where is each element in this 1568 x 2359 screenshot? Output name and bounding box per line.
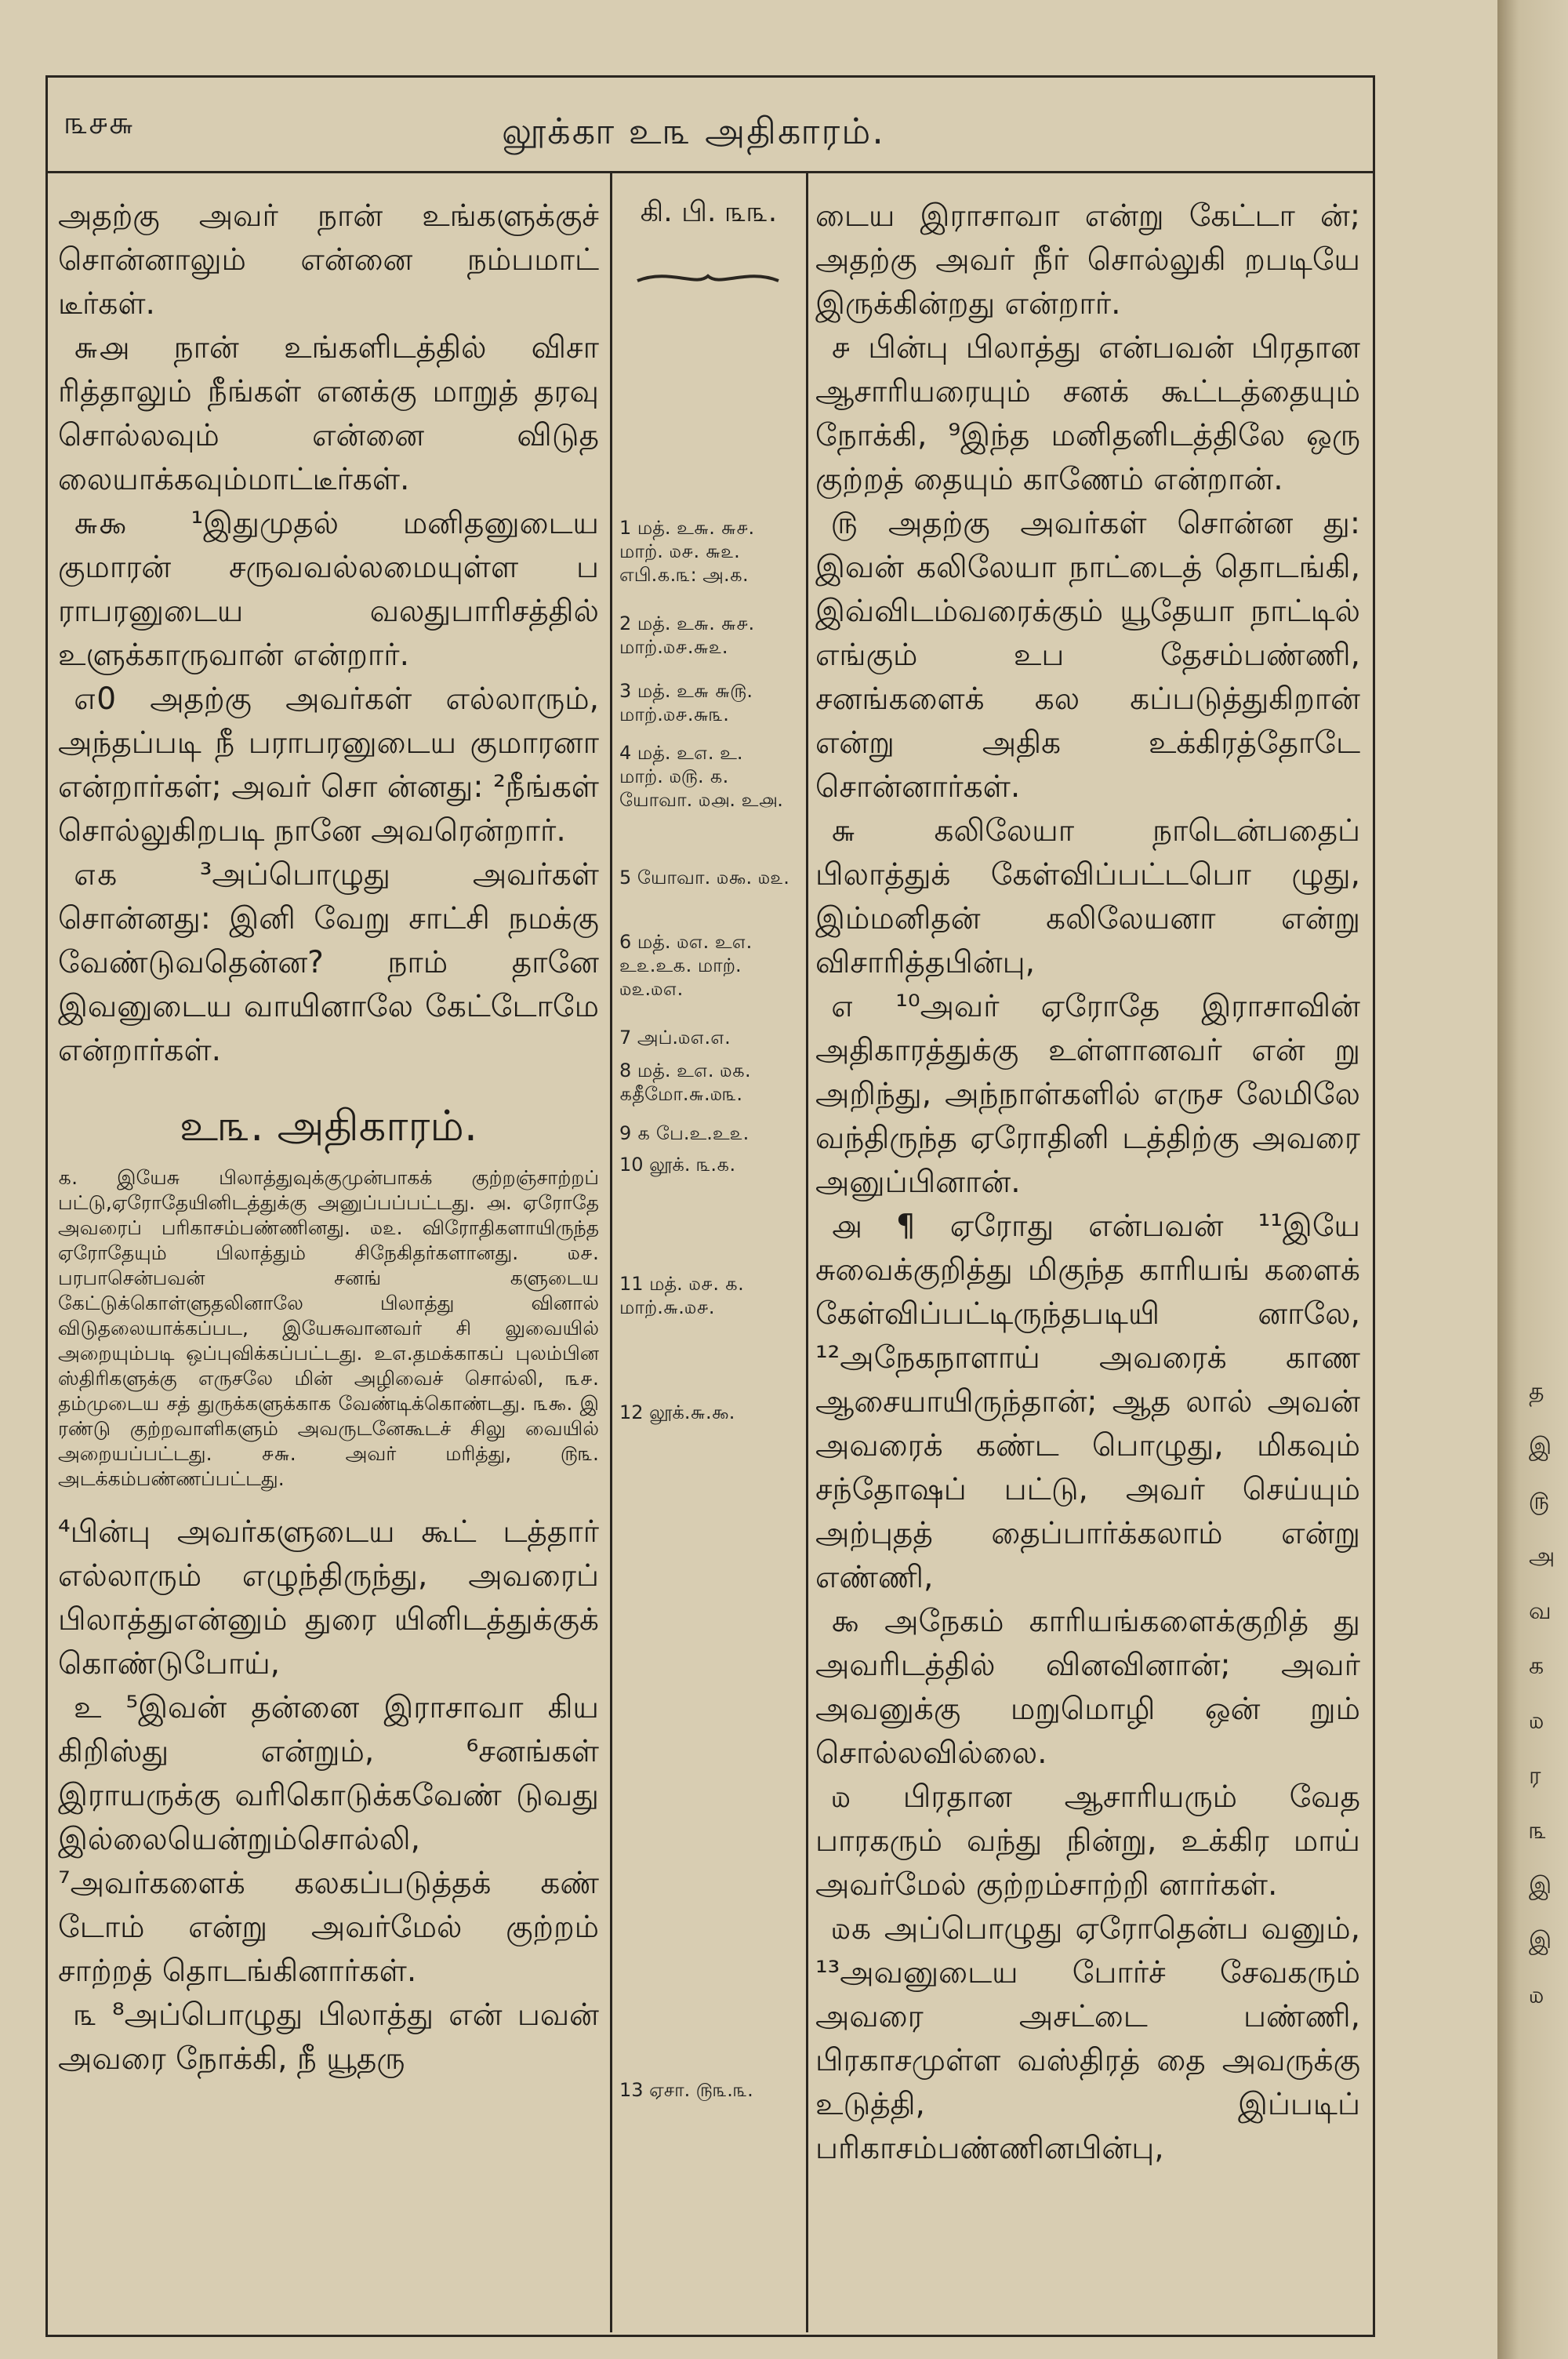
verse: ௰௧ அப்பொழுது ஏரோதென்ப வனும், ¹³அவனுடைய போர்ச் சேவகரும் அவரை அசட்டை பண்ணி, பிரகாசமுள்ள வஸ்திரத் தை அவருக்கு உடுத்தி, இப்படிப் பரிகாசம்பண்ணினபின்பு, [815,1911,1360,2166]
verse: ௬௮ நான் உங்களிடத்தில் விசா ரித்தாலும் நீங்கள் எனக்கு மாறுத் தரவு சொல்லவும் என்னை விடுத லையாக்கவும்மாட்டீர்கள். [58,330,599,497]
chapter-heading: உ௩. அதிகாரம். [180,1101,477,1150]
ornament-icon [633,264,782,295]
verse: ⁴பின்பு அவர்களுடைய கூட் டத்தார் எல்லாரும் எழுந்திருந்து, அவரைப் பிலாத்துஎன்னும் துரை யினிடத்துக்குக் கொண்டுபோய், [58,1514,599,1681]
verse: டைய இராசாவா என்று கேட்டா ன்; அதற்கு அவர் நீர் சொல்லுகி றபடியே இருக்கின்றது என்றார். [815,198,1360,322]
cross-reference: 7 அப்.௰௭.௭. [619,1027,731,1049]
verse: ௮ ¶ ஏரோது என்பவன் ¹¹இயே சுவைக்குறித்து மிகுந்த காரியங் களைக் கேள்விப்பட்டிருந்தபடியி னாலே, ¹²அநேகநாளாய் அவரைக் காண ஆசையாயிருந்தான்; ஆத லால் அவன் அவரைக் கண்ட பொழுது, மிகவும் சந்தோஷப் பட்டு, அவர் செய்யும் அற்புதத் தைப்பார்க்கலாம் என்று எண்ணி, [815,1209,1360,1595]
cross-reference: 6 மத். ௰௭. உ௭. உ௨.உ௧. மாற். ௰௨.௰௭. [619,931,753,1000]
cross-reference: 5 யோவா. ௰௯. ௰௨. [619,867,789,889]
cross-reference: 8 மத். உ௭. ௰௧. ௧தீமோ.௬.௰௩. [619,1060,751,1105]
cross-reference: 2 மத். உ௬. ௬௪. மாற்.௰௪.௬௨. [619,612,755,658]
verse: ௯ அநேகம் காரியங்களைக்குறித் து அவரிடத்தில் வினவினான்; அவர் அவனுக்கு மறுமொழி ஒன் றும் சொல்லவில்லை. [815,1604,1360,1771]
right-column [815,194,1360,2171]
cross-reference: 1 மத். உ௬. ௬௪. மாற். ௰௪. ௬௨. எபி.௧.௩: அ.௧. [619,517,755,586]
verse: ௭0 அதற்கு அவர்கள் எல்லாரும், அந்தப்படி நீ பராபரனுடைய குமாரனா என்றார்கள்; அவர் சொ ன்னது: ²நீங்கள் சொல்லுகிறபடி நானே அவரென்றார். [58,682,599,849]
column-rule-right [806,173,808,2332]
cross-reference: 10 லூக். ௩.௧. [619,1154,736,1176]
cross-reference: 9 ௧ பே.உ.உ௨. [619,1122,750,1144]
header-rule [45,171,1373,173]
verse: ௭௧ ³அப்பொழுது அவர்கள் சொன்னது: இனி வேறு சாட்சி நமக்கு வேண்டுவதென்ன? நாம் தானே இவனுடைய வாயினாலே கேட்டோமே என்றார்கள். [58,857,599,1068]
running-title: லூக்கா உ௩ அதிகாரம். [502,110,885,152]
chapter-summary: ௧. இயேசு பிலாத்துவுக்குமுன்பாகக் குற்றஞ்சாற்றப் பட்டு,ஏரோதேயினிடத்துக்கு அனுப்பப்பட்டது. ௮. ஏரோதே அவரைப் பரிகாசம்பண்ணினது. ௰௨. விரோதிகளாயிருந்த ஏரோதேயும் பிலாத்தும் சிநேகிதர்களானது. ௰௪. பரபாசென்பவன் சனங் களுடைய கேட்டுக்கொள்ளுதலினாலே பிலாத்து வினால் விடுதலையாக்கப்பட, இயேசுவானவர் சி லுவையில் அறையும்படி ஒப்புவிக்கப்பட்டது. உ௭.தமக்காகப் புலம்பின ஸ்திரிகளுக்கு எருசலே மின் அழிவைச் சொல்லி, ௩௪. தம்முடைய சத் துருக்களுக்காக வேண்டிக்கொண்டது. ௩௯. இ ரண்டு குற்றவாளிகளும் அவருடனேகூடச் சிலு வையில் அறையப்பட்டது. ௪௬. அவர் மரித்து, ௫௩. அடக்கம்பண்ணப்பட்டது. [58,1166,599,1490]
cross-reference: 4 மத். உ௭. உ. மாற். ௰௫. ௧. யோவா. ௰௮. உ௮. [619,742,783,811]
era-heading: கி. பி. ௩௩. [640,196,778,228]
verse: ௬௯ ¹இதுமுதல் மனிதனுடைய குமாரன் சருவவல்லமையுள்ள ப ராபரனுடைய வலதுபாரிசத்தில் உளுக்காருவான் என்றார். [58,506,599,673]
page-number: ௩௪௬ [64,105,134,141]
verse: ௰ பிரதான ஆசாரியரும் வேத பாரகரும் வந்து நின்று, உக்கிர மாய் அவர்மேல் குற்றம்சாற்றி னார்கள். [815,1779,1360,1903]
left-column [58,194,599,2081]
cross-reference: 11 மத். ௰௪. ௧. மாற்.௬.௰௪. [619,1273,744,1318]
verse: ௩ ⁸அப்பொழுது பிலாத்து என் பவன் அவரை நோக்கி, நீ யூதரு [58,1997,599,2077]
column-rule-left [610,173,612,2332]
cross-reference: 12 லூக்.௬.௯. [619,1401,735,1423]
verse: ௬ கலிலேயா நாடென்பதைப் பிலாத்துக் கேள்விப்பட்டபொ ழுது, இம்மனிதன் கலிலேயனா என்று விசாரித்தபின்பு, [815,813,1360,980]
verse: உ ⁵இவன் தன்னை இராசாவா கிய கிறிஸ்து என்றும், ⁶சனங்கள் இராயருக்கு வரிகொடுக்கவேண் டுவது இல்லையென்றும்சொல்லி, ⁷அவர்களைக் கலகப்படுத்தக் கண் டோம் என்று அவர்மேல் குற்றம் சாற்றத் தொடங்கினார்கள். [58,1690,599,1989]
verse: ௪ பின்பு பிலாத்து என்பவன் பிரதான ஆசாரியரையும் சனக் கூட்டத்தையும் நோக்கி, ⁹இந்த மனிதனிடத்திலே ஒரு குற்றத் தையும் காணேம் என்றான். [815,330,1360,497]
next-page-margin-glyphs: த இ ௫ அ வ க ௰ ர ௩ இ இ ௰ [1529,1378,1555,2009]
cross-reference: 13 ஏசா. ௫௩.௩. [619,2079,753,2101]
verse: அதற்கு அவர் நான் உங்களுக்குச் சொன்னாலும் என்னை நம்பமாட் டீர்கள். [58,198,599,322]
verse: ௫ அதற்கு அவர்கள் சொன்ன து: இவன் கலிலேயா நாட்டைத் தொடங்கி, இவ்விடம்வரைக்கும் யூதேயா நாட்டில் எங்கும் உப தேசம்பண்ணி, சனங்களைக் கல கப்படுத்துகிறான் என்று அதிக உக்கிரத்தோடே சொன்னார்கள். [815,506,1360,805]
verse: ௭ ¹⁰அவர் ஏரோதே இராசாவின் அதிகாரத்துக்கு உள்ளானவர் என் று அறிந்து, அந்நாள்களில் எருச லேமிலே வந்திருந்த ஏரோதினி டத்திற்கு அவரை அனுப்பினான். [815,989,1360,1200]
cross-reference: 3 மத். உ௬ ௬௫. மாற்.௰௪.௬௩. [619,680,753,725]
